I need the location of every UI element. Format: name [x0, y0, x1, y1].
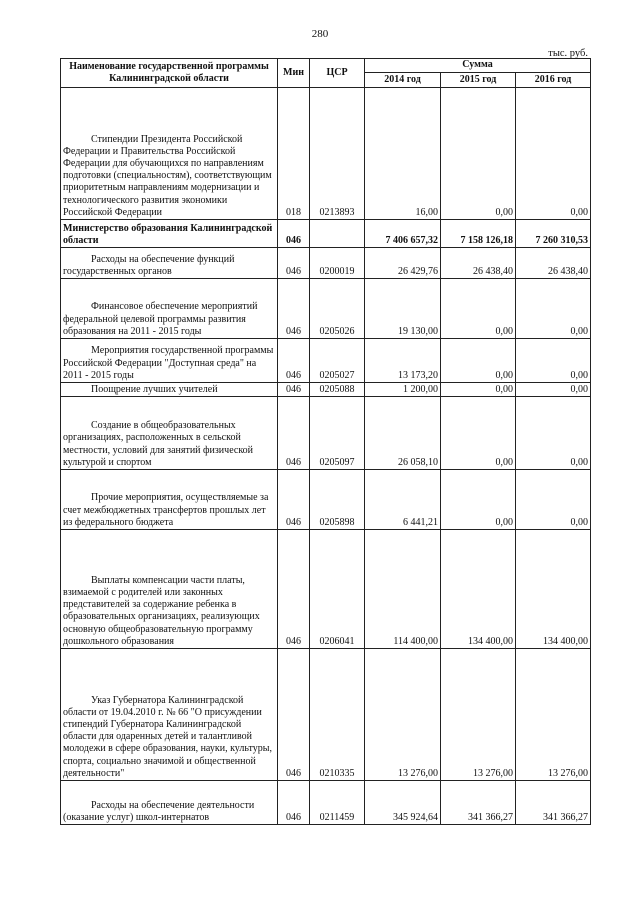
- row-2016: 7 260 310,53: [516, 220, 591, 248]
- row-2015: 0,00: [441, 88, 516, 220]
- row-2015: 0,00: [441, 470, 516, 530]
- row-2015: 341 366,27: [441, 781, 516, 825]
- row-2016: 0,00: [516, 339, 591, 383]
- table-row: [61, 248, 591, 279]
- row-name: Поощрение лучших учителей: [61, 383, 278, 397]
- row-2014: 114 400,00: [365, 530, 441, 649]
- row-min: 018: [278, 88, 310, 220]
- row-csr: [310, 220, 365, 248]
- row-csr: 0205097: [310, 397, 365, 470]
- row-min: 046: [278, 383, 310, 397]
- row-min: 046: [278, 649, 310, 781]
- header-min: Мин: [278, 59, 310, 88]
- row-2016: 13 276,00: [516, 649, 591, 781]
- table-row: [61, 649, 591, 781]
- table-row: [61, 339, 591, 383]
- row-2014: 7 406 657,32: [365, 220, 441, 248]
- header-sum: Сумма: [365, 59, 591, 73]
- row-2014: 16,00: [365, 88, 441, 220]
- row-name: Расходы на обеспечение функций государственных органов: [61, 248, 278, 279]
- header-csr: ЦСР: [310, 59, 365, 88]
- row-name: Выплаты компенсации части платы, взимаемой с родителей или законных представителей за содержание ребенка в образовательных организациях, реализующих основную общеобразовательную программу дошкольного образования: [61, 530, 278, 649]
- row-name: Создание в общеобразовательных организациях, расположенных в сельской местности, условий для занятий физической культурой и спортом: [61, 397, 278, 470]
- row-csr: 0206041: [310, 530, 365, 649]
- row-csr: 0210335: [310, 649, 365, 781]
- row-csr: 0205088: [310, 383, 365, 397]
- row-2015: 0,00: [441, 339, 516, 383]
- row-min: 046: [278, 781, 310, 825]
- row-2014: 26 058,10: [365, 397, 441, 470]
- row-name: Мероприятия государственной программы Российской Федерации "Доступная среда" на 2011 - 2015 годы: [61, 339, 278, 383]
- table-row: [61, 397, 591, 470]
- row-min: 046: [278, 530, 310, 649]
- page-number: 280: [311, 28, 329, 40]
- table-row: [61, 88, 591, 220]
- row-csr: 0205898: [310, 470, 365, 530]
- row-name: Прочие мероприятия, осуществляемые за счет межбюджетных трансфертов прошлых лет из федерального бюджета: [61, 470, 278, 530]
- row-2014: 13 173,20: [365, 339, 441, 383]
- budget-table: [60, 58, 591, 825]
- row-2016: 0,00: [516, 383, 591, 397]
- row-2015: 0,00: [441, 383, 516, 397]
- row-2014: 13 276,00: [365, 649, 441, 781]
- table-row: [61, 781, 591, 825]
- header-2015: 2015 год: [441, 73, 516, 88]
- row-name: Министерство образования Калининградской области: [61, 220, 278, 248]
- row-2016: 0,00: [516, 88, 591, 220]
- row-min: 046: [278, 248, 310, 279]
- table-row: [61, 383, 591, 397]
- header-2014: 2014 год: [365, 73, 441, 88]
- row-name: Расходы на обеспечение деятельности (оказание услуг) школ-интернатов: [61, 781, 278, 825]
- row-2015: 26 438,40: [441, 248, 516, 279]
- row-2014: 345 924,64: [365, 781, 441, 825]
- row-2016: 341 366,27: [516, 781, 591, 825]
- row-2016: 134 400,00: [516, 530, 591, 649]
- unit-label: тыс. руб.: [548, 48, 588, 59]
- row-csr: 0211459: [310, 781, 365, 825]
- row-min: 046: [278, 220, 310, 248]
- header-2016: 2016 год: [516, 73, 591, 88]
- row-csr: 0200019: [310, 248, 365, 279]
- table-row: [61, 530, 591, 649]
- header-name: Наименование государственной программы Калининградской области: [61, 59, 278, 88]
- row-name: Стипендии Президента Российской Федерации и Правительства Российской Федерации для обучающихся по направлениям подготовки (специальностям), соответствующим приоритетным направлениям модернизации и технологического развития экономики Российской Федерации: [61, 88, 278, 220]
- row-2015: 0,00: [441, 279, 516, 339]
- row-2015: 7 158 126,18: [441, 220, 516, 248]
- row-2014: 1 200,00: [365, 383, 441, 397]
- row-csr: 0205026: [310, 279, 365, 339]
- row-min: 046: [278, 279, 310, 339]
- row-csr: 0205027: [310, 339, 365, 383]
- row-2016: 0,00: [516, 397, 591, 470]
- row-2015: 134 400,00: [441, 530, 516, 649]
- row-name: Финансовое обеспечение мероприятий федеральной целевой программы развития образования на 2011 - 2015 годы: [61, 279, 278, 339]
- row-2014: 19 130,00: [365, 279, 441, 339]
- row-csr: 0213893: [310, 88, 365, 220]
- row-2014: 26 429,76: [365, 248, 441, 279]
- table-row: [61, 470, 591, 530]
- row-2016: 26 438,40: [516, 248, 591, 279]
- row-2015: 13 276,00: [441, 649, 516, 781]
- row-2014: 6 441,21: [365, 470, 441, 530]
- row-name: Указ Губернатора Калининградской области от 19.04.2010 г. № 66 "О присуждении стипендий Губернатора Калининградской области для одаренных детей и талантливой молодежи в сфере образования, науки, культуры, спорта, социально значимой и общественной деятельности": [61, 649, 278, 781]
- row-2016: 0,00: [516, 470, 591, 530]
- row-min: 046: [278, 470, 310, 530]
- row-2016: 0,00: [516, 279, 591, 339]
- row-min: 046: [278, 339, 310, 383]
- table-row: [61, 220, 591, 248]
- row-2015: 0,00: [441, 397, 516, 470]
- row-min: 046: [278, 397, 310, 470]
- table-row: [61, 279, 591, 339]
